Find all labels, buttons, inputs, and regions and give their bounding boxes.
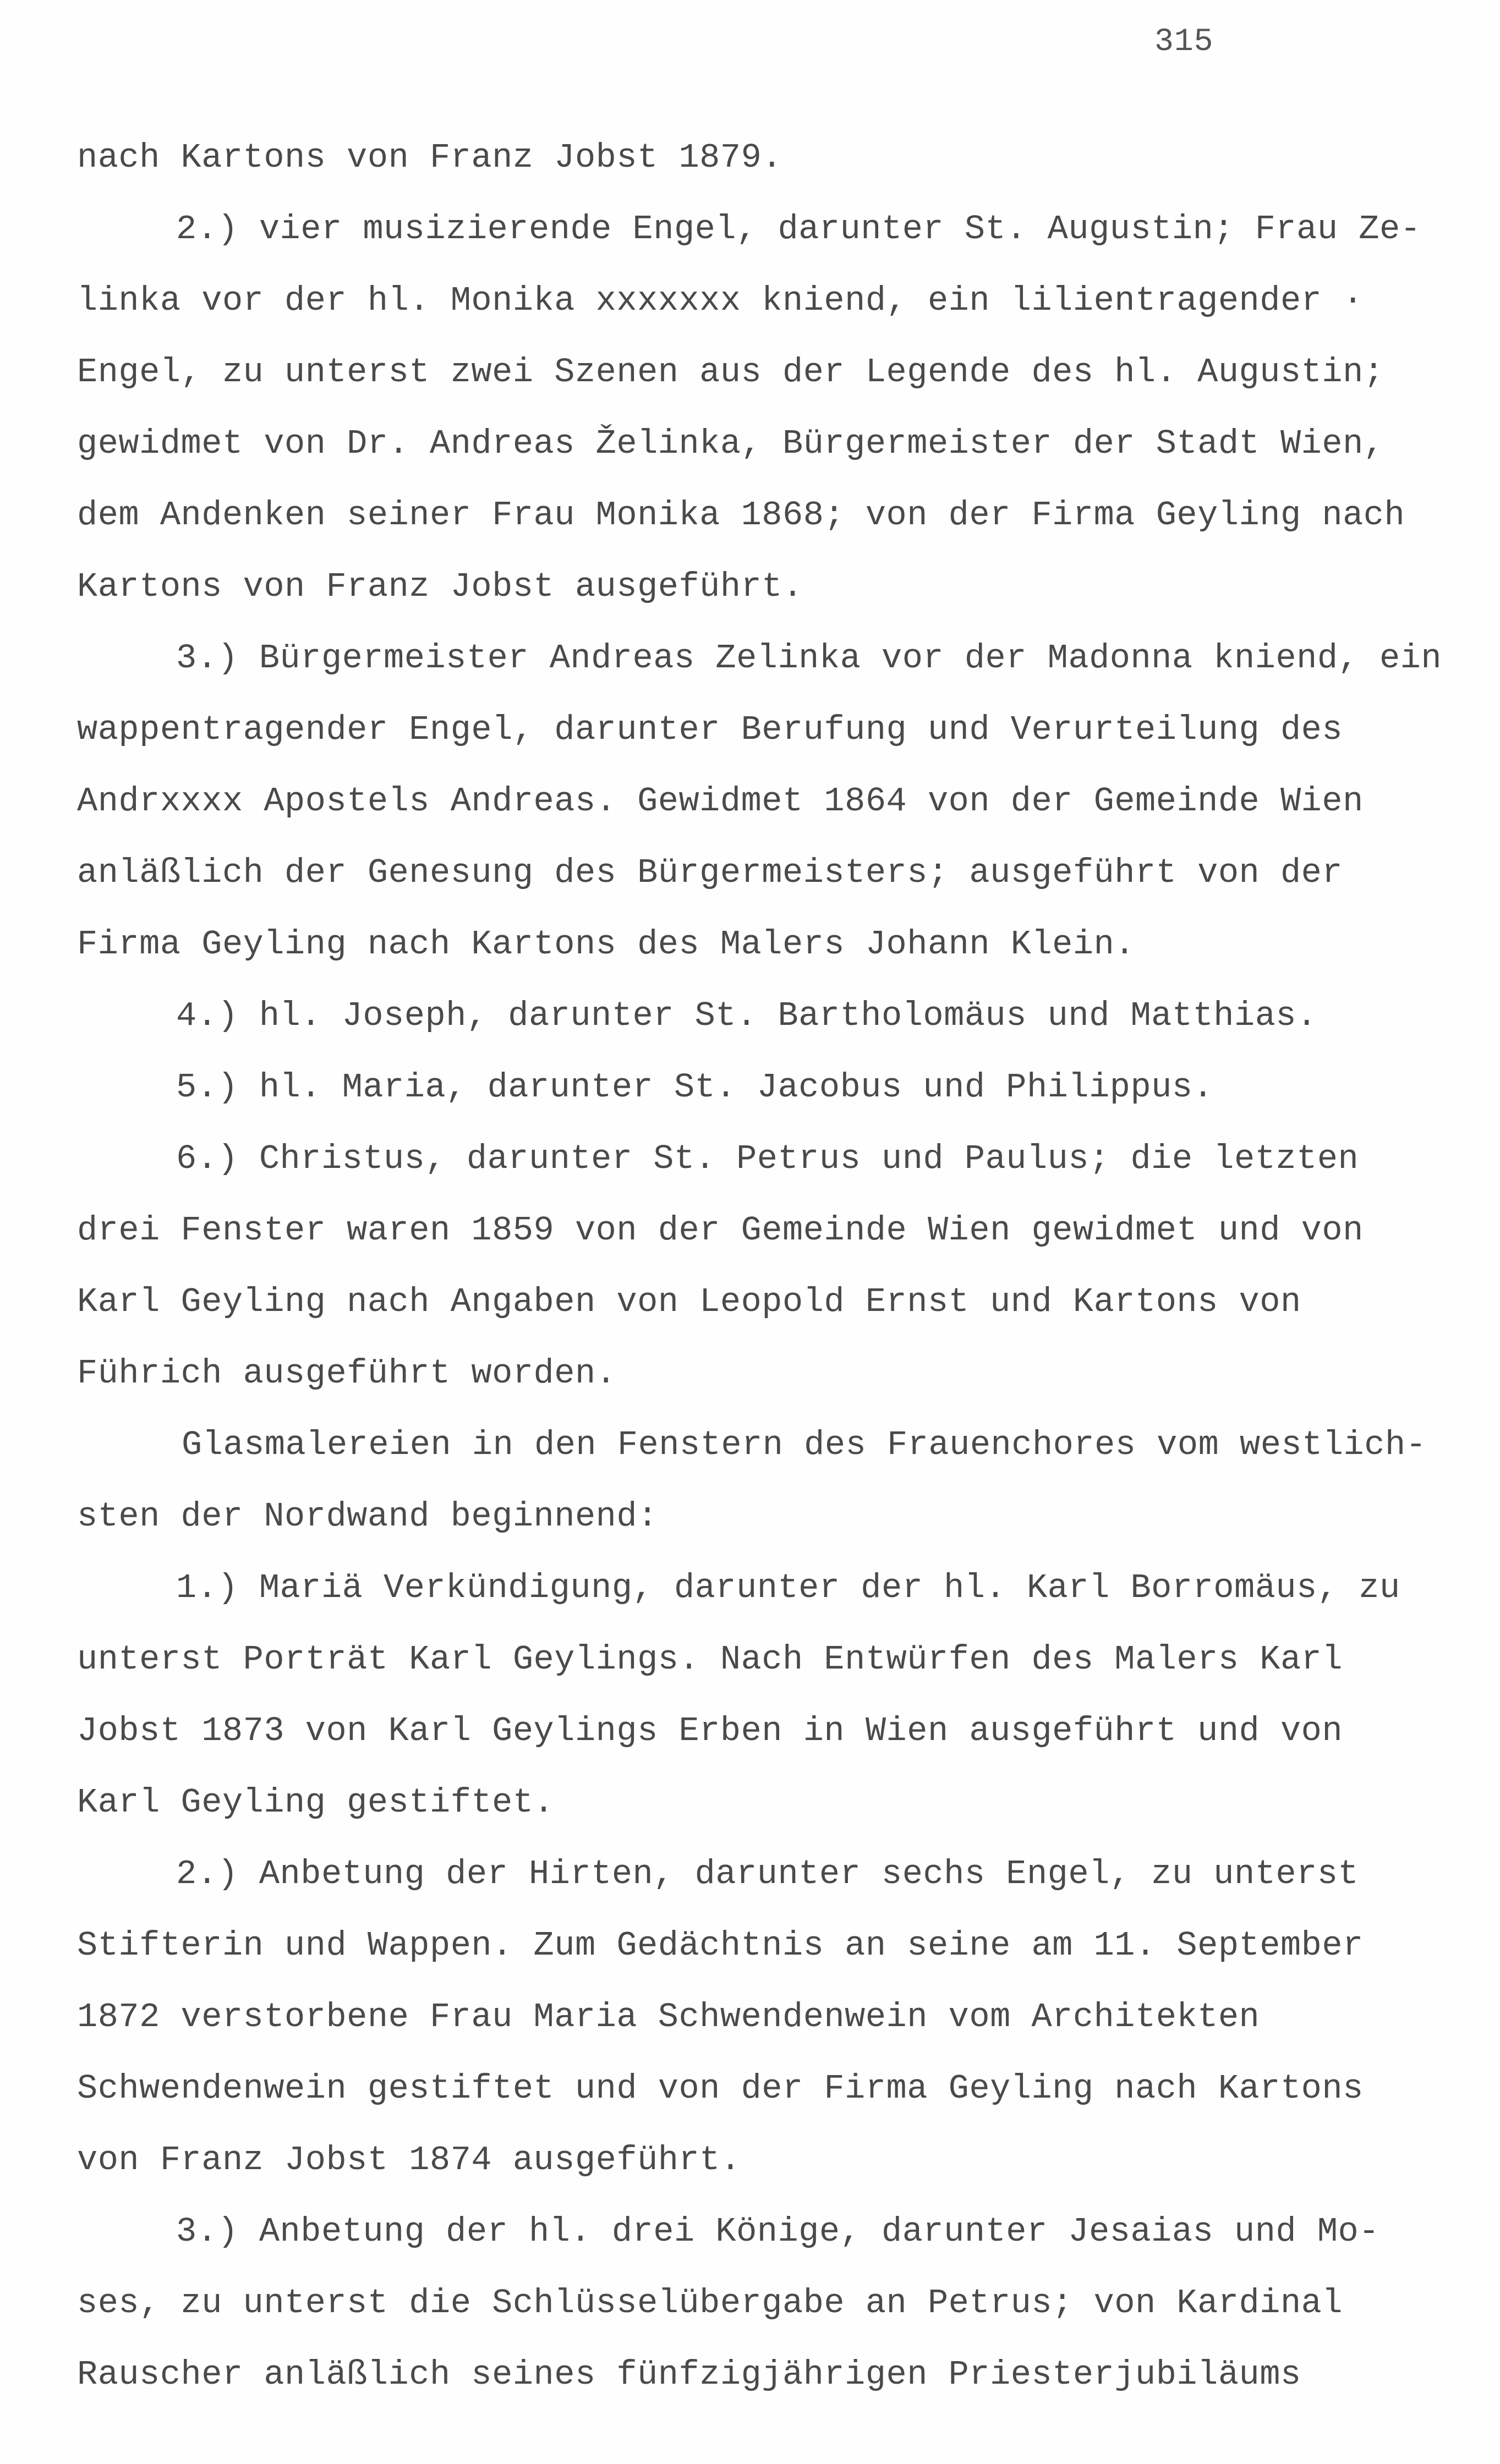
- text-line: Kartons von Franz Jobst ausgeführt.: [77, 567, 803, 606]
- text-line: 4.) hl. Joseph, darunter St. Bartholomäus und Matthias.: [176, 996, 1317, 1035]
- text-line: anläßlich der Genesung des Bürgermeisters; ausgeführt von der: [77, 853, 1343, 892]
- text-line: 3.) Anbetung der hl. drei Könige, darunter Jesaias und Mo-: [176, 2212, 1379, 2251]
- text-line: drei Fenster waren 1859 von der Gemeinde Wien gewidmet und von: [77, 1211, 1364, 1250]
- text-line: unterst Porträt Karl Geylings. Nach Entwürfen des Malers Karl: [77, 1640, 1343, 1679]
- text-line: wappentragender Engel, darunter Berufung und Verurteilung des: [77, 710, 1343, 749]
- text-line: Stifterin und Wappen. Zum Gedächtnis an seine am 11. September: [77, 1926, 1364, 1965]
- text-line: ses, zu unterst die Schlüsselübergabe an Petrus; von Kardinal: [77, 2284, 1343, 2323]
- text-line: 1872 verstorbene Frau Maria Schwendenwein vom Architekten: [77, 1997, 1260, 2037]
- text-line: gewidmet von Dr. Andreas Želinka, Bürgermeister der Stadt Wien,: [77, 424, 1384, 463]
- text-line: Engel, zu unterst zwei Szenen aus der Legende des hl. Augustin;: [77, 353, 1384, 392]
- text-line: Jobst 1873 von Karl Geylings Erben in Wien ausgeführt und von: [77, 1711, 1343, 1750]
- text-line: 2.) vier musizierende Engel, darunter St. Augustin; Frau Ze-: [176, 210, 1421, 249]
- text-body: [77, 122, 1486, 2411]
- text-line: 5.) hl. Maria, darunter St. Jacobus und Philippus.: [176, 1068, 1214, 1107]
- text-line: 3.) Bürgermeister Andreas Zelinka vor der Madonna kniend, ein: [176, 639, 1442, 678]
- text-line: Karl Geyling gestiftet.: [77, 1783, 555, 1822]
- text-line: Glasmalereien in den Fenstern des Frauenchores vom westlich-: [182, 1425, 1427, 1464]
- text-line: Schwendenwein gestiftet und von der Firma Geyling nach Kartons: [77, 2069, 1364, 2108]
- text-line: von Franz Jobst 1874 ausgeführt.: [77, 2141, 741, 2180]
- text-line: Andrxxxx Apostels Andreas. Gewidmet 1864 von der Gemeinde Wien: [77, 782, 1364, 821]
- text-line: Karl Geyling nach Angaben von Leopold Ernst und Kartons von: [77, 1282, 1301, 1321]
- text-line: 1.) Mariä Verkündigung, darunter der hl. Karl Borromäus, zu: [176, 1568, 1400, 1607]
- text-line: Führich ausgeführt worden.: [77, 1354, 617, 1393]
- text-line: nach Kartons von Franz Jobst 1879.: [77, 138, 783, 177]
- text-line: 6.) Christus, darunter St. Petrus und Paulus; die letzten: [176, 1139, 1359, 1178]
- text-line: sten der Nordwand beginnend:: [77, 1497, 658, 1536]
- page-number: 315: [1154, 24, 1214, 60]
- text-line: dem Andenken seiner Frau Monika 1868; von der Firma Geyling nach: [77, 496, 1405, 535]
- text-line: linka vor der hl. Monika xxxxxxx kniend, ein lilientragender ·: [77, 281, 1364, 320]
- text-line: 2.) Anbetung der Hirten, darunter sechs Engel, zu unterst: [176, 1854, 1359, 1894]
- text-line: Rauscher anläßlich seines fünfzigjährigen Priesterjubiläums: [77, 2355, 1301, 2394]
- text-line: Firma Geyling nach Kartons des Malers Johann Klein.: [77, 925, 1136, 964]
